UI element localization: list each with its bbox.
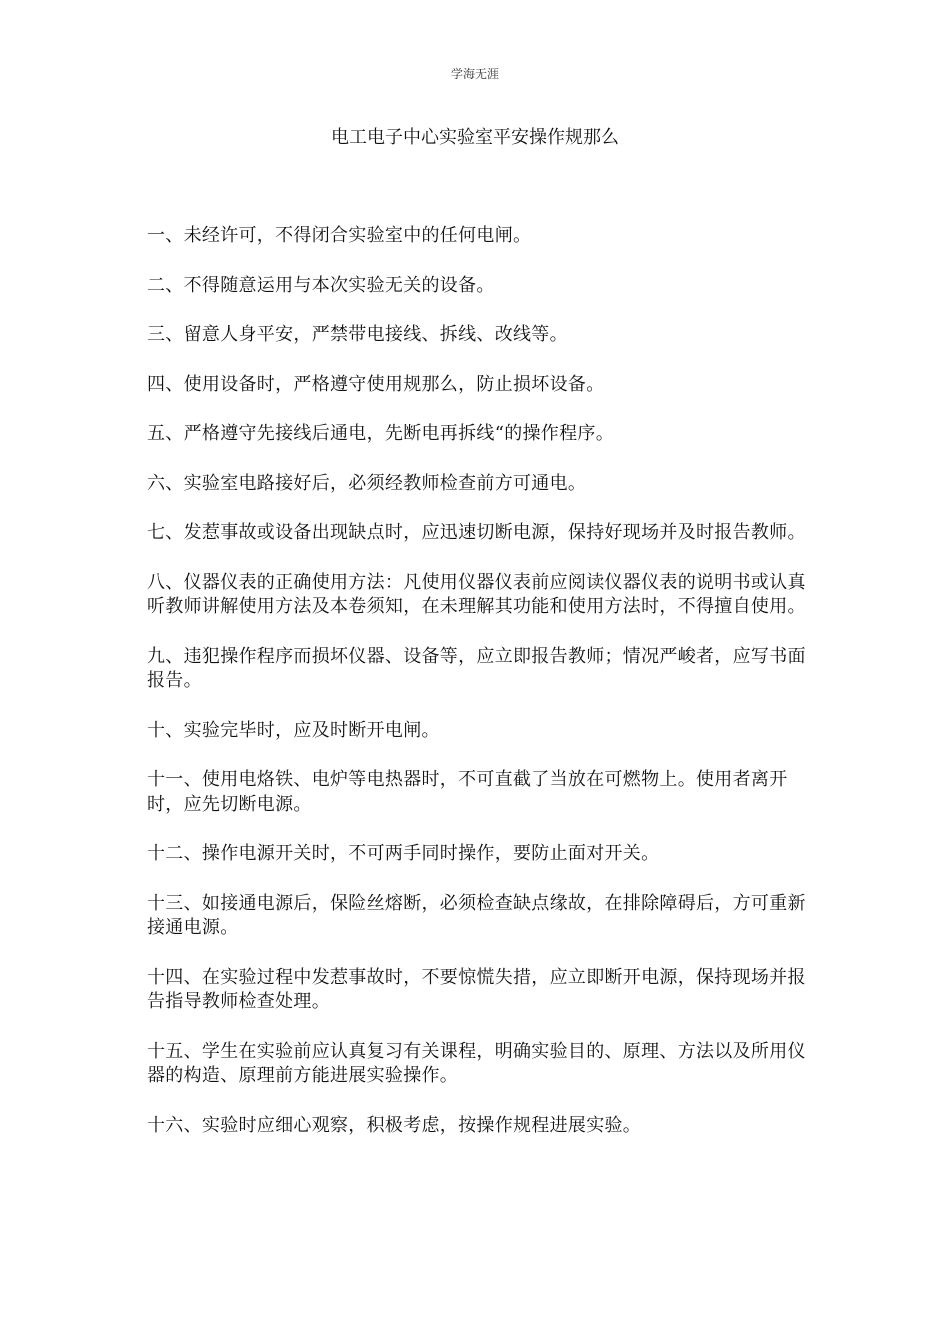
rules-list xyxy=(147,224,807,1163)
rule-item: 九、违犯操作程序而损坏仪器、设备等，应立即报告教师；情况严峻者，应写书面报告。 xyxy=(147,645,806,691)
rule-item: 五、严格遵守先接线后通电，先断电再拆线“的操作程序。 xyxy=(147,423,614,444)
rule-item: 十、实验完毕时，应及时断开电闸。 xyxy=(147,719,440,741)
rule-item: 三、留意人身平安，严禁带电接线、拆线、改线等。 xyxy=(147,324,568,345)
rule-item: 六、实验室电路接好后，必须经教师检查前方可通电。 xyxy=(147,472,587,494)
rule-item: 十四、在实验过程中发惹事故时，不要惊慌失措，应立即断开电源，保持现场并报告指导教师检查处理。 xyxy=(147,966,806,1012)
rule-item: 十三、如接通电源后，保险丝熔断，必须检查缺点缘故，在排除障碍后，方可重新接通电源。 xyxy=(147,892,806,938)
page-header: 学海无涯 xyxy=(450,67,499,81)
rule-item: 十一、使用电烙铁、电炉等电热器时，不可直截了当放在可燃物上。使用者离开时，应先切断电源。 xyxy=(147,769,788,815)
rule-item: 二、不得随意运用与本次实验无关的设备。 xyxy=(147,274,495,296)
rule-item: 十五、学生在实验前应认真复习有关课程，明确实验目的、原理、方法以及所用仪器的构造、原理前方能进展实验操作。 xyxy=(147,1040,806,1086)
rule-item: 八、仪器仪表的正确使用方法：凡使用仪器仪表前应阅读仪器仪表的说明书或认真听教师讲解使用方法及本卷须知，在未理解其功能和使用方法时，不得擅自使用。 xyxy=(147,571,806,617)
rule-item: 四、使用设备时，严格遵守使用规那么，防止损坏设备。 xyxy=(147,373,605,395)
rule-item: 一、未经许可，不得闭合实验室中的任何电闸。 xyxy=(147,225,532,246)
document-title: 电工电子中心实验室平安操作规那么 xyxy=(331,127,619,148)
rule-item: 十二、操作电源开关时，不可两手同时操作，要防止面对开关。 xyxy=(147,843,660,864)
rule-item: 七、发惹事故或设备出现缺点时，应迅速切断电源，保持好现场并及时报告教师。 xyxy=(147,522,806,543)
rule-item: 十六、实验时应细心观察，积极考虑，按操作规程进展实验。 xyxy=(147,1114,642,1136)
